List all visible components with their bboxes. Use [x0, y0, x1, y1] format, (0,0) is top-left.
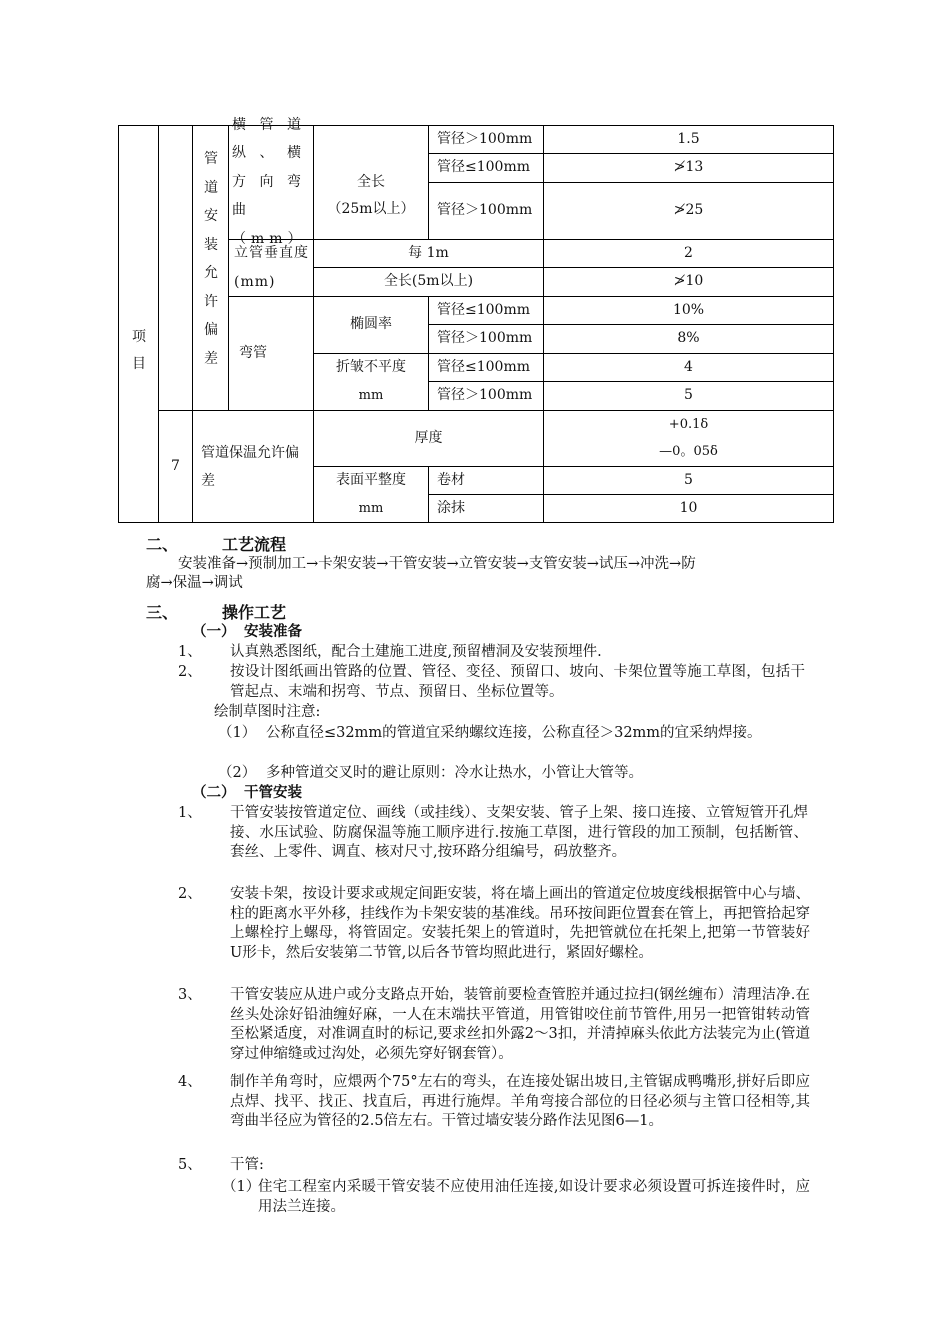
sub1-num: （一）	[192, 624, 236, 640]
m1-num: （1）	[222, 1179, 261, 1195]
f1-val: 4	[684, 358, 693, 375]
q2-num: 2、	[178, 886, 202, 902]
m1-text: 住宅工程室内采暖干管安装不应使用油任连接,如设计要求必须设置可拆连接件时，应用法兰连接。	[258, 1179, 810, 1215]
q2-text: 安装卡架，按设计要求或规定间距安装，将在墙上画出的管道定位坡度线根据管中心与墙、柱的距离水平外移，挂线作为卡架安装的基准线。吊环按间距位置套在管上，再把管拾起穿上螺栓拧上螺母，将管固定。安装托架上的管道时，先把管就位在托架上,把第一节管装好U形卡，然后安装第二节管,以后各节管均照此进行，紧固好螺栓。	[230, 886, 810, 961]
full5: 全长(5m以上)	[383, 273, 474, 289]
full5-val: ≯10	[673, 273, 704, 289]
flat-cell	[314, 466, 428, 523]
q5-text: 干管:	[230, 1157, 264, 1173]
q4-text: 制作羊角弯时，应煨两个75°左右的弯头，在连接处锯出坡日,主管锯成鸭嘴形,拼好后即应点焊、找平、找正、找直后，再进行施焊。羊角弯接合部位的日径必须与主管口径相等,其弯曲半径应为管径的2.5倍左右。干管过墙安装分路作法见图6—1。	[230, 1074, 810, 1130]
sec2-flow-line2: 腐→保温→调试	[146, 575, 243, 591]
sec3-title: 操作工艺	[222, 603, 287, 622]
p1-num: 1、	[178, 644, 202, 660]
sub2-title: 干管安装	[244, 785, 302, 801]
per-meter-val: 2	[684, 244, 693, 261]
ellipse-label: 椭圆率	[350, 316, 392, 332]
fold-cell	[314, 353, 428, 410]
e1-cond: 管径≤100mm	[437, 301, 531, 318]
n2-num: （2）	[218, 765, 257, 781]
thick-val2: —0。05δ	[659, 444, 718, 459]
vertical-label-cell	[232, 239, 312, 296]
table-border-left	[118, 125, 119, 523]
r2-cond: 管径≤100mm	[437, 159, 531, 175]
roll-val: 5	[684, 471, 693, 488]
table-vline	[192, 125, 193, 410]
thickness-label: 厚度	[414, 429, 443, 446]
full-length-sub: （25m以上）	[327, 201, 415, 217]
p2-num: 2、	[178, 664, 202, 680]
thick-val1: +0.1δ	[668, 417, 709, 432]
f2-val: 5	[684, 387, 693, 403]
pipe-section-label-cell	[196, 145, 226, 390]
sec3-num: 三、	[146, 603, 179, 622]
sec2-flow-line1: 安装准备→预制加工→卡架安装→干管安装→立管安装→支管安装→试压→冲洗→防	[178, 556, 696, 572]
insul-label-cell	[193, 410, 313, 523]
full-length-label: 全长	[357, 174, 385, 190]
n2-text: 多种管道交叉时的避让原则：冷水让热水，小管让大管等。	[266, 765, 643, 781]
r2-val: ≯13	[673, 159, 704, 175]
bend-label-cell	[232, 116, 312, 247]
fold-unit: mm	[358, 388, 384, 403]
tolerance-table	[118, 116, 834, 523]
q5-num: 5、	[178, 1157, 202, 1173]
fold-label: 折皱不平度	[336, 359, 406, 375]
r1-val: 1.5	[677, 130, 700, 147]
sec2-num: 二、	[146, 535, 179, 554]
project-label-cell	[122, 325, 156, 377]
r1-cond: 管径＞100mm	[437, 130, 533, 147]
e2-cond: 管径＞100mm	[437, 330, 533, 346]
p1-text: 认真熟悉图纸，配合土建施工进度,预留槽洞及安装预埋件.	[230, 644, 602, 660]
sec2-title: 工艺流程	[222, 535, 287, 554]
f2-cond: 管径＞100mm	[437, 387, 533, 403]
p2-text: 按设计图纸画出管路的位置、管径、变径、预留口、坡向、卡架位置等施工草图，包括干管起点、末端和拐弯、节点、预留日、坐标位置等。	[230, 664, 805, 700]
row7-num: 7	[171, 458, 180, 474]
vertical-label: 立管垂直度(mm)	[234, 245, 309, 290]
n1-text: 公称直径≤32mm的管道宜采纳螺纹连接，公称直径＞32mm的宜采纳焊接。	[266, 725, 762, 741]
n1-num: （1）	[218, 725, 257, 741]
thickness-val-cell	[544, 410, 833, 466]
sub1-title: 安装准备	[244, 624, 302, 640]
full-length-cell	[314, 153, 428, 239]
e1-val: 10%	[672, 301, 705, 318]
bend-label: 横管道纵、横方向弯曲（mm）	[232, 116, 307, 247]
sub2-num: （二）	[192, 785, 236, 801]
insul-label: 管道保温允许偏差	[201, 444, 299, 489]
r3-val: ≯25	[673, 202, 704, 218]
coat-val: 10	[679, 499, 698, 516]
flat-label: 表面平整度	[336, 472, 406, 488]
roll-label: 卷材	[437, 471, 465, 488]
f1-cond: 管径≤100mm	[437, 358, 531, 375]
coat-label: 涂抹	[437, 499, 465, 516]
q4-num: 4、	[178, 1074, 202, 1090]
q1-num: 1、	[178, 805, 202, 821]
r3-cond: 管径＞100mm	[437, 202, 533, 218]
q1-text: 干管安装按管道定位、画线（或挂线）、支架安装、管子上架、接口连接、立管短管开孔焊接、水压试验、防腐保温等施工顺序进行.按施工草图，进行管段的加工预制，包括断管、套丝、上零件、调直、核对尺寸,按环路分组编号，码放整齐。	[230, 805, 808, 861]
project-label: 项目	[132, 329, 146, 372]
note-label: 绘制草图时注意:	[214, 704, 321, 720]
q3-text: 干管安装应从进户或分支路点开始，装管前要检查管腔并通过拉扫(钢丝缠布）清理洁净.在丝头处涂好铅油缠好麻，一人在末端扶平管道，用管钳咬住前节管件,用另一把管钳转动管至松紧适度，对准调直时的标记,要求丝扣外露2～3扣，并清掉麻头依此方法装完为止(管道穿过伸缩缝或过沟处，必须先穿好钢套管）。	[230, 987, 810, 1062]
flat-unit: mm	[358, 501, 384, 516]
per-meter: 每 1m	[408, 244, 449, 261]
elbow-label: 弯管	[239, 344, 267, 361]
e2-val: 8%	[677, 330, 700, 346]
q3-num: 3、	[178, 987, 202, 1003]
pipe-section-label: 管道安装允许偏差	[204, 151, 218, 367]
